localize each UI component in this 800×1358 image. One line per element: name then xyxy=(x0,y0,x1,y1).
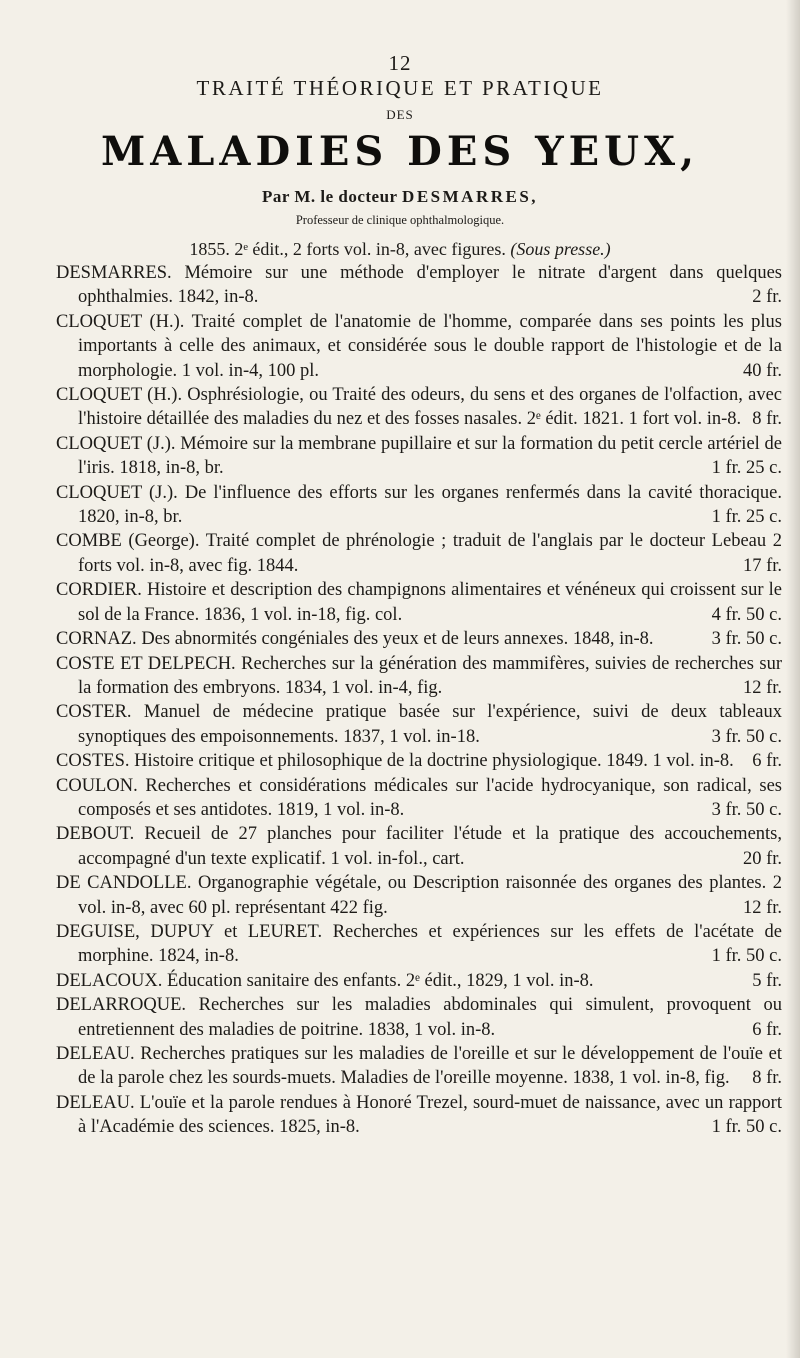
entry-author: DEGUISE, DUPUY et LEURET. xyxy=(56,921,323,942)
edition-text: 1855. 2ᵉ édit., 2 forts vol. in-8, avec figures. xyxy=(189,239,506,259)
entry-author: DEBOUT. xyxy=(56,824,135,845)
entry-text: Éducation sanitaire des enfants. 2ᵉ édit., 1829, 1 vol. in-8. xyxy=(162,970,594,991)
catalog-entries xyxy=(56,261,782,1140)
entry-price: 3 fr. 50 c. xyxy=(711,629,782,650)
catalog-entry xyxy=(56,871,782,920)
entry-text: Traité complet de l'anatomie de l'homme, comparée dans ses points les plus importants à celle des animaux, et considérée sous le double rapport de l'histologie et de la morphologie. 1 vol. in-4, 100 pl. xyxy=(78,311,783,381)
entry-text: Organographie végétale, ou Description raisonnée des organes des plantes. 2 vol. in-8, avec 60 pl. représentant 422 fig. xyxy=(78,873,782,918)
entry-author: DELEAU. xyxy=(56,1092,135,1113)
entry-author: DELACOUX. xyxy=(56,970,163,991)
catalog-entry xyxy=(56,1091,782,1140)
entry-text: L'ouïe et la parole rendues à Honoré Trezel, sourd-muet de naissance, avec un rapport à l'Académie des sciences. 1825, in-8. xyxy=(78,1092,782,1138)
entry-author: COMBE (George). xyxy=(56,531,200,552)
entry-text: Des abnormités congéniales des yeux et de leurs annexes. 1848, in-8. xyxy=(136,629,654,650)
entry-author: CORNAZ. xyxy=(56,629,137,650)
running-title: TRAITÉ THÉORIQUE ET PRATIQUE xyxy=(196,76,604,100)
catalog-entry xyxy=(56,261,782,310)
entry-price: 4 fr. 50 c. xyxy=(711,604,782,625)
entry-price: 12 fr. xyxy=(742,897,782,918)
catalog-entry xyxy=(56,749,782,773)
catalog-entry xyxy=(56,310,782,383)
entry-text: Recherches pratiques sur les maladies de l'oreille et sur le développement de l'ouïe et de la parole chez les sourds-muets. Maladies de l'oreille moyenne. 1838, 1 vol. in-8, fig. xyxy=(78,1044,782,1089)
edition-line xyxy=(0,237,800,261)
catalog-entry xyxy=(56,1042,782,1091)
catalog-entry xyxy=(56,774,782,823)
entry-author: CLOQUET (H.). xyxy=(56,385,183,406)
catalog-entry xyxy=(56,578,782,627)
page-number: 12 xyxy=(388,51,412,75)
entry-text: De l'influence des efforts sur les organes renfermés dans la cavité thoracique. 1820, in-8, br. xyxy=(78,482,783,528)
entry-text: Recherches sur les maladies abdominales qui simulent, provoquent ou entretiennent des maladies de poitrine. 1838, 1 vol. in-8. xyxy=(78,995,782,1040)
entry-text: Histoire critique et philosophique de la doctrine physiologique. 1849. 1 vol. in-8. xyxy=(129,751,734,772)
catalog-entry xyxy=(56,822,782,871)
entry-author: COSTER. xyxy=(56,702,132,723)
entry-price: 6 fr. xyxy=(752,751,782,772)
author-subtitle: Professeur de clinique ophthalmologique. xyxy=(295,213,505,227)
entry-author: CORDIER. xyxy=(56,580,142,601)
catalog-entry xyxy=(56,969,782,993)
entry-author: COSTE ET DELPECH. xyxy=(56,653,236,674)
catalog-entry xyxy=(56,529,782,578)
entry-author: DELARROQUE. xyxy=(56,995,187,1016)
catalog-entry xyxy=(56,652,782,701)
catalog-entry xyxy=(56,627,782,651)
entry-price: 12 fr. xyxy=(742,677,782,698)
entry-author: CLOQUET (J.). xyxy=(56,482,178,503)
catalog-entry xyxy=(56,432,782,481)
catalog-entry xyxy=(56,383,782,432)
entry-text: Mémoire sur une méthode d'employer le nitrate d'argent dans quelques ophthalmies. 1842, in-8. xyxy=(78,263,782,308)
edition-note: (Sous presse.) xyxy=(510,239,611,259)
entry-text: Osphrésiologie, ou Traité des odeurs, du sens et des organes de l'olfaction, avec l'histoire détaillée des maladies du nez et des fosses nasales. 2ᵉ édit. 1821. 1 fort vol. in-8. xyxy=(78,385,782,430)
catalog-entry xyxy=(56,920,782,969)
entry-author: COULON. xyxy=(56,775,138,796)
entry-text: Recueil de 27 planches pour faciliter l'étude et la pratique des accouchements, accompagné d'un texte explicatif. 1 vol. in-fol., cart. xyxy=(78,824,782,869)
entry-author: DE CANDOLLE. xyxy=(56,873,192,894)
author-name: DESMARRES, xyxy=(402,187,539,206)
entry-price: 2 fr. xyxy=(752,287,782,308)
entry-author: CLOQUET (J.). xyxy=(56,433,176,454)
entry-price: 1 fr. 50 c. xyxy=(711,946,782,967)
entry-price: 17 fr. xyxy=(742,555,782,576)
entry-text: Mémoire sur la membrane pupillaire et sur la formation du petit cercle artériel de l'iris. 1818, in-8, br. xyxy=(78,433,782,479)
byline-par: Par M. le docteur xyxy=(261,187,398,206)
catalog-entry xyxy=(56,993,782,1042)
entry-text: Histoire et description des champignons alimentaires et vénéneux qui croissent sur le sol de la France. 1836, 1 vol. in-18, fig. col. xyxy=(78,580,782,625)
page-edge-shadow xyxy=(786,0,800,1358)
entry-author: DELEAU. xyxy=(56,1044,135,1064)
entry-author: DESMARRES. xyxy=(56,263,172,283)
entry-price: 6 fr. xyxy=(752,1019,782,1040)
byline xyxy=(0,186,800,208)
entry-price: 8 fr. xyxy=(752,1068,782,1089)
book-title: MALADIES DES YEUX, xyxy=(100,128,700,175)
entry-text: Recherches et considérations médicales sur l'acide hydrocyanique, son radical, ses composés et ses antidotes. 1819, 1 vol. in-8. xyxy=(78,775,782,820)
entry-author: CLOQUET (H.). xyxy=(56,311,185,332)
entry-text: Traité complet de phrénologie ; traduit de l'anglais par le docteur Lebeau 2 forts vol. in-8, avec fig. 1844. xyxy=(78,531,782,576)
title-des: DES xyxy=(386,107,414,122)
catalog-entry xyxy=(56,700,782,749)
entry-price: 3 fr. 50 c. xyxy=(711,726,782,747)
catalog-entry xyxy=(56,481,782,530)
entry-text: Recherches et expériences sur les effets de l'acétate de morphine. 1824, in-8. xyxy=(78,921,782,967)
entry-text: Recherches sur la génération des mammifères, suivies de recherches sur la formation des embryons. 1834, 1 vol. in-4, fig. xyxy=(78,653,783,698)
entry-author: COSTES. xyxy=(56,751,130,772)
entry-price: 5 fr. xyxy=(752,970,782,991)
entry-price: 20 fr. xyxy=(742,848,782,869)
entry-price: 3 fr. 50 c. xyxy=(711,799,782,820)
entry-text: Manuel de médecine pratique basée sur l'expérience, suivi de deux tableaux synoptiques des empoisonnements. 1837, 1 vol. in-18. xyxy=(78,702,782,747)
entry-price: 8 fr. xyxy=(752,409,782,430)
entry-price: 40 fr. xyxy=(742,360,782,381)
entry-price: 1 fr. 25 c. xyxy=(711,458,782,479)
entry-price: 1 fr. 50 c. xyxy=(711,1117,782,1138)
entry-price: 1 fr. 25 c. xyxy=(711,507,782,528)
